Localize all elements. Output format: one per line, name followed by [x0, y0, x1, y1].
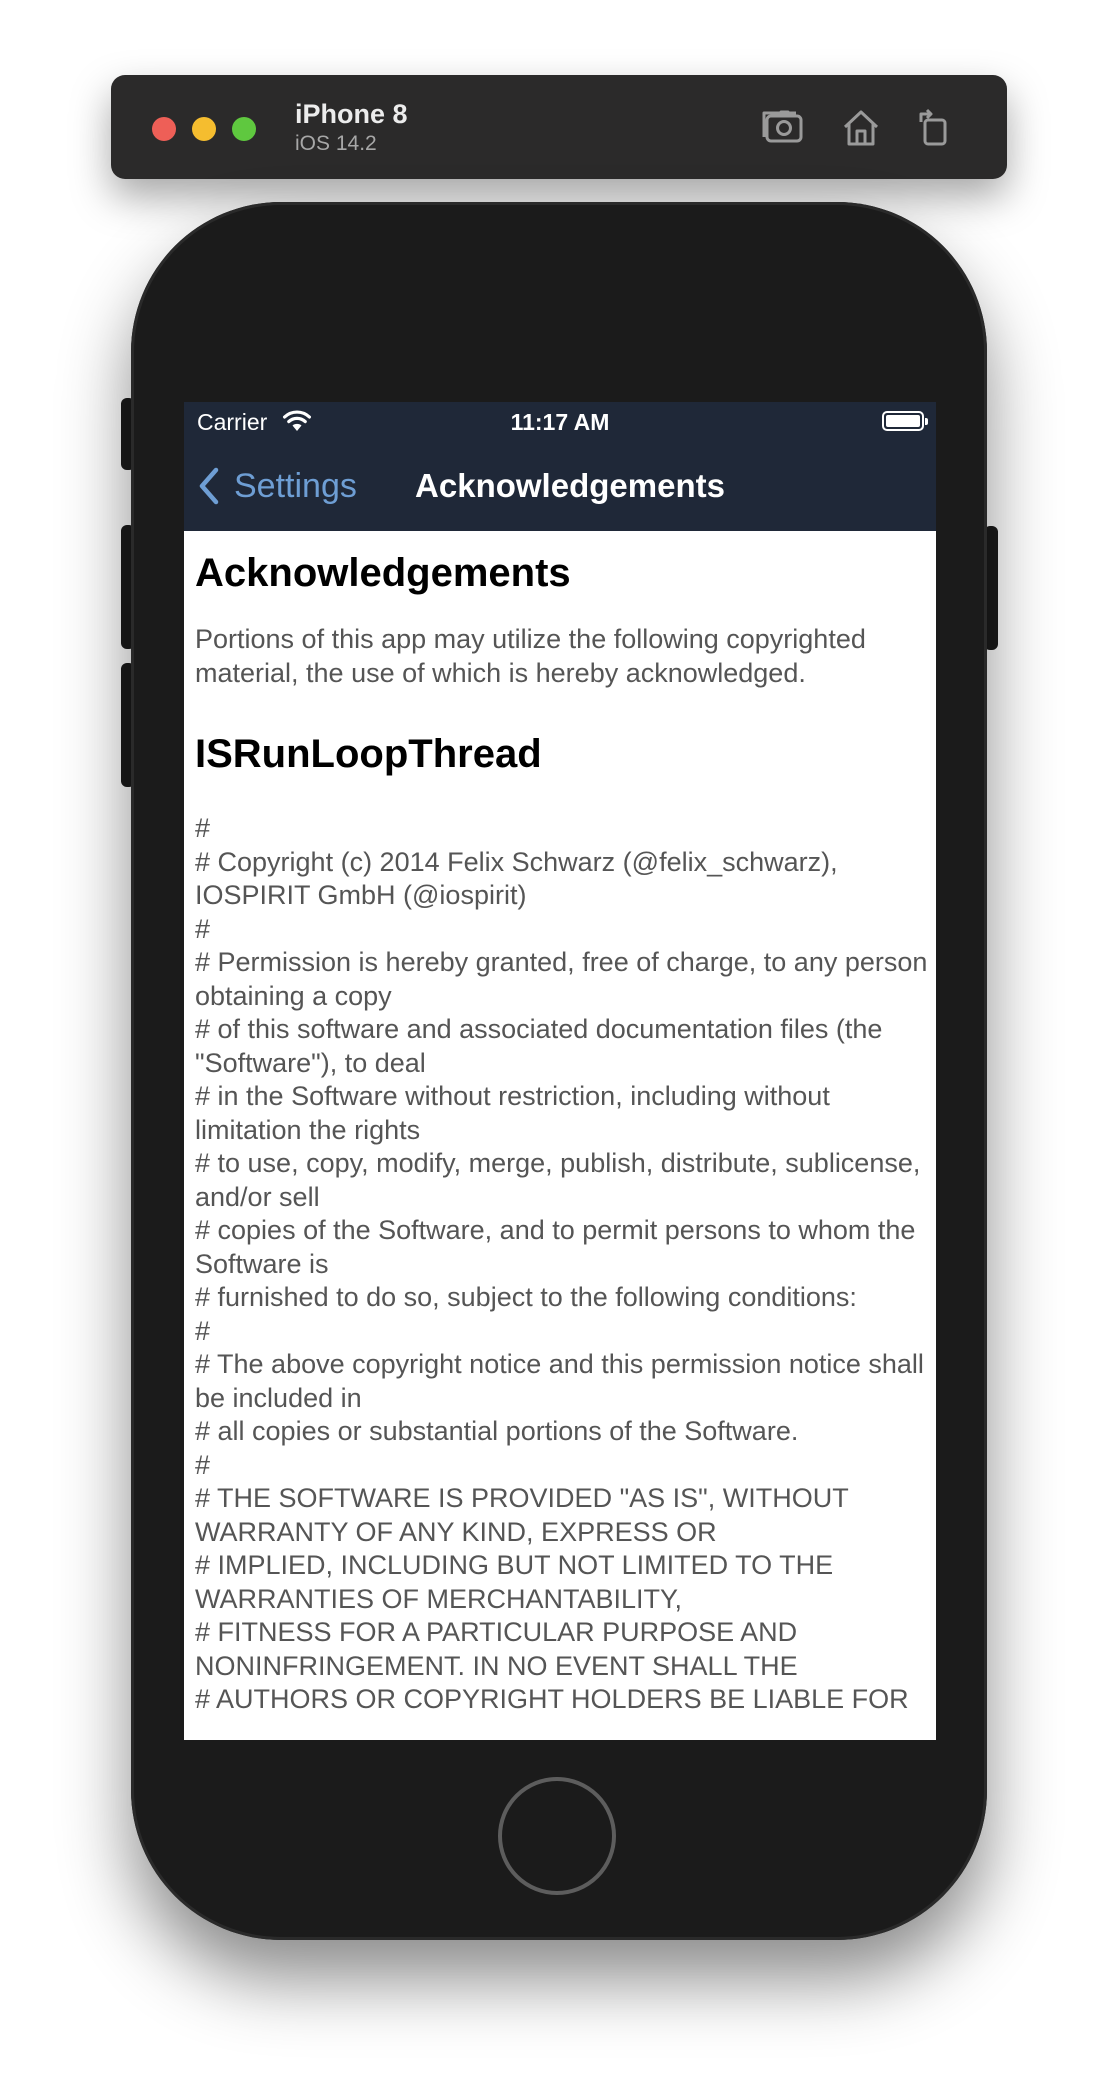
- library-heading: ISRunLoopThread: [195, 732, 542, 776]
- device-screen: [184, 402, 936, 1740]
- home-button[interactable]: [498, 1777, 616, 1895]
- battery-icon: [882, 411, 924, 431]
- license-text: # # Copyright (c) 2014 Felix Schwarz (@felix_schwarz), IOSPIRIT GmbH (@iospirit) # # Permission is hereby granted, free of charge, to any person obtaining a copy # of this software and associated documentation files (the "Software"), to deal # in the Software without restriction, including without limitation the rights # to use, copy, modify, merge, publish, distribute, sublicense, and/or sell # copies of the Software, and to permit persons to whom the Software is # furnished to do so, subject to the following conditions: # # The above copyright notice and this permission notice shall be included in # all copies or substantial portions of the Software. # # THE SOFTWARE IS PROVIDED "AS IS", WITHOUT WARRANTY OF ANY KIND, EXPRESS OR # IMPLIED, INCLUDING BUT NOT LIMITED TO THE WARRANTIES OF MERCHANTABILITY, # FITNESS FOR A PARTICULAR PURPOSE AND NONINFRINGEMENT. IN NO EVENT SHALL THE # AUTHORS OR COPYRIGHT HOLDERS BE LIABLE FOR: [195, 813, 928, 1714]
- nav-title: Acknowledgements: [415, 467, 725, 504]
- status-bar: [184, 402, 936, 442]
- simulator-os-version: iOS 14.2: [295, 132, 377, 155]
- minimize-window-button[interactable]: [192, 117, 216, 141]
- close-window-button[interactable]: [152, 117, 176, 141]
- status-time: 11:17 AM: [510, 409, 610, 435]
- intro-paragraph: Portions of this app may utilize the following copyrighted material, the use of which is hereby acknowledged.: [195, 624, 866, 688]
- zoom-window-button[interactable]: [232, 117, 256, 141]
- rotate-icon[interactable]: [912, 107, 958, 149]
- screenshot-icon[interactable]: [760, 107, 806, 149]
- simulator-device-name: iPhone 8: [295, 99, 408, 129]
- acknowledgements-content: [195, 549, 930, 1717]
- navigation-bar: [184, 442, 936, 531]
- page-heading: Acknowledgements: [195, 551, 571, 595]
- back-button-label: Settings: [234, 466, 357, 505]
- carrier-label: Carrier: [197, 409, 268, 435]
- home-icon[interactable]: [838, 107, 884, 149]
